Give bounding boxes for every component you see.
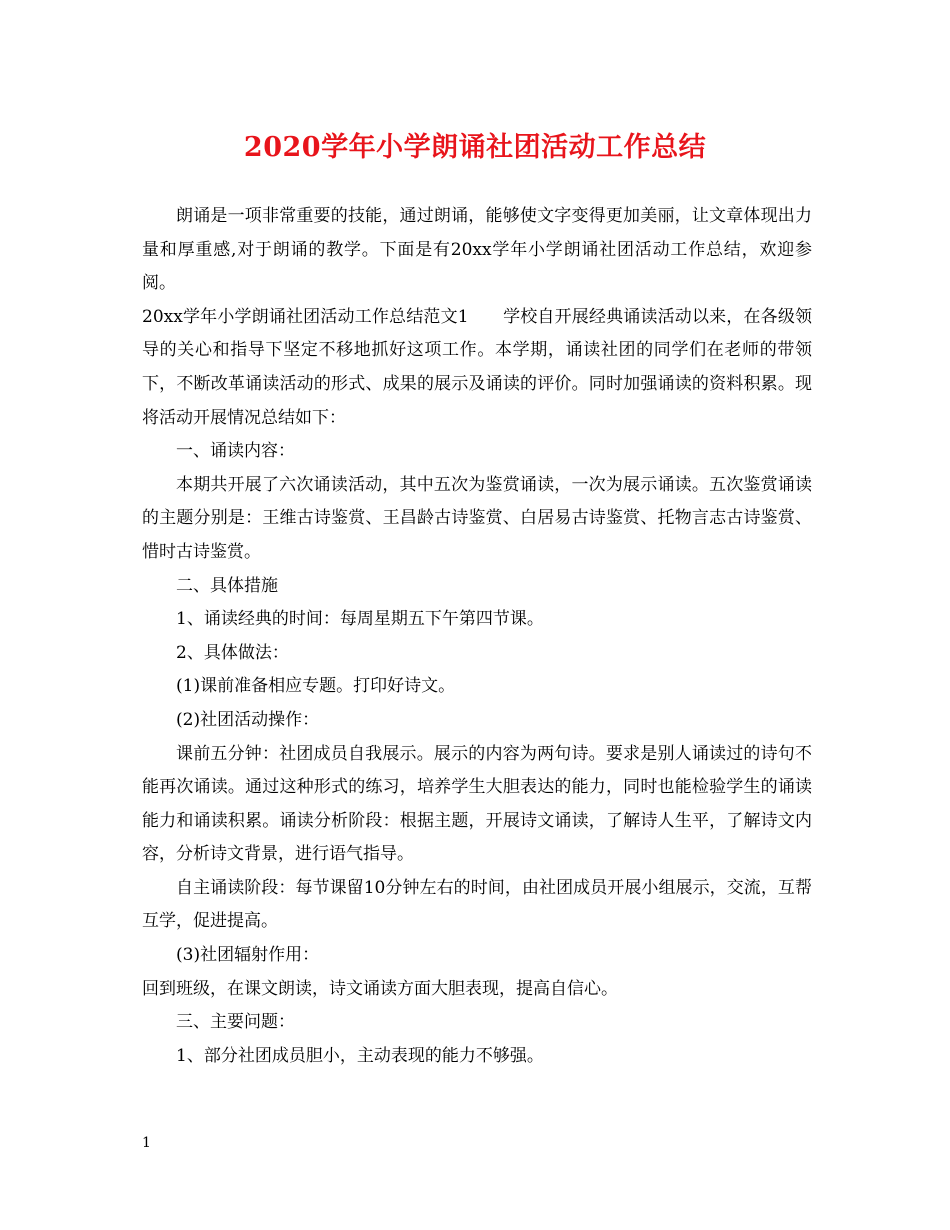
paragraph: 二、具体措施 bbox=[176, 575, 278, 596]
document-body bbox=[142, 200, 812, 1073]
paragraph: (2)社团活动操作： bbox=[176, 709, 320, 730]
paragraph: 一、诵读内容： bbox=[176, 441, 295, 462]
paragraph: 1、诵读经典的时间：每周星期五下午第四节课。 bbox=[176, 609, 544, 630]
paragraph: 本期共开展了六次诵读活动，其中五次为鉴赏诵读，一次为展示诵读。五次鉴赏诵读的主题分别是：王维古诗鉴赏、王昌龄古诗鉴赏、白居易古诗鉴赏、托物言志古诗鉴赏、惜时古诗鉴赏。 bbox=[142, 474, 812, 562]
page-number: 1 bbox=[142, 1135, 151, 1151]
paragraph: (1)课前准备相应专题。打印好诗文。 bbox=[176, 676, 456, 697]
paragraph: 20xx学年小学朗诵社团活动工作总结范文1 学校自开展经典诵读活动以来，在各级领导的关心和指导下坚定不移地抓好这项工作。本学期，诵读社团的同学们在老师的带领下，不断改革诵读活动的形式、成果的展示及诵读的评价。同时加强诵读的资料积累。现将活动开展情况总结如下： bbox=[142, 306, 812, 428]
paragraph: 2、具体做法： bbox=[176, 642, 289, 663]
paragraph: (3)社团辐射作用： bbox=[176, 945, 320, 966]
document-title: 2020学年小学朗诵社团活动工作总结 bbox=[243, 132, 707, 163]
paragraph: 1、部分社团成员胆小，主动表现的能力不够强。 bbox=[176, 1045, 544, 1066]
paragraph: 课前五分钟：社团成员自我展示。展示的内容为两句诗。要求是别人诵读过的诗句不能再次诵读。通过这种形式的练习，培养学生大胆表达的能力，同时也能检验学生的诵读能力和诵读积累。诵读分析阶段：根据主题，开展诗文诵读，了解诗人生平，了解诗文内容，分析诗文背景，进行语气指导。 bbox=[142, 743, 812, 865]
paragraph: 回到班级，在课文朗读，诗文诵读方面大胆表现，提高自信心。 bbox=[142, 978, 618, 999]
paragraph: 三、主要问题： bbox=[176, 1012, 295, 1033]
paragraph: 自主诵读阶段：每节课留10分钟左右的时间，由社团成员开展小组展示，交流，互帮互学，促进提高。 bbox=[142, 877, 812, 932]
paragraph: 朗诵是一项非常重要的技能，通过朗诵，能够使文字变得更加美丽，让文章体现出力量和厚重感,对于朗诵的教学。下面是有20xx学年小学朗诵社团活动工作总结，欢迎参阅。 bbox=[142, 206, 812, 294]
